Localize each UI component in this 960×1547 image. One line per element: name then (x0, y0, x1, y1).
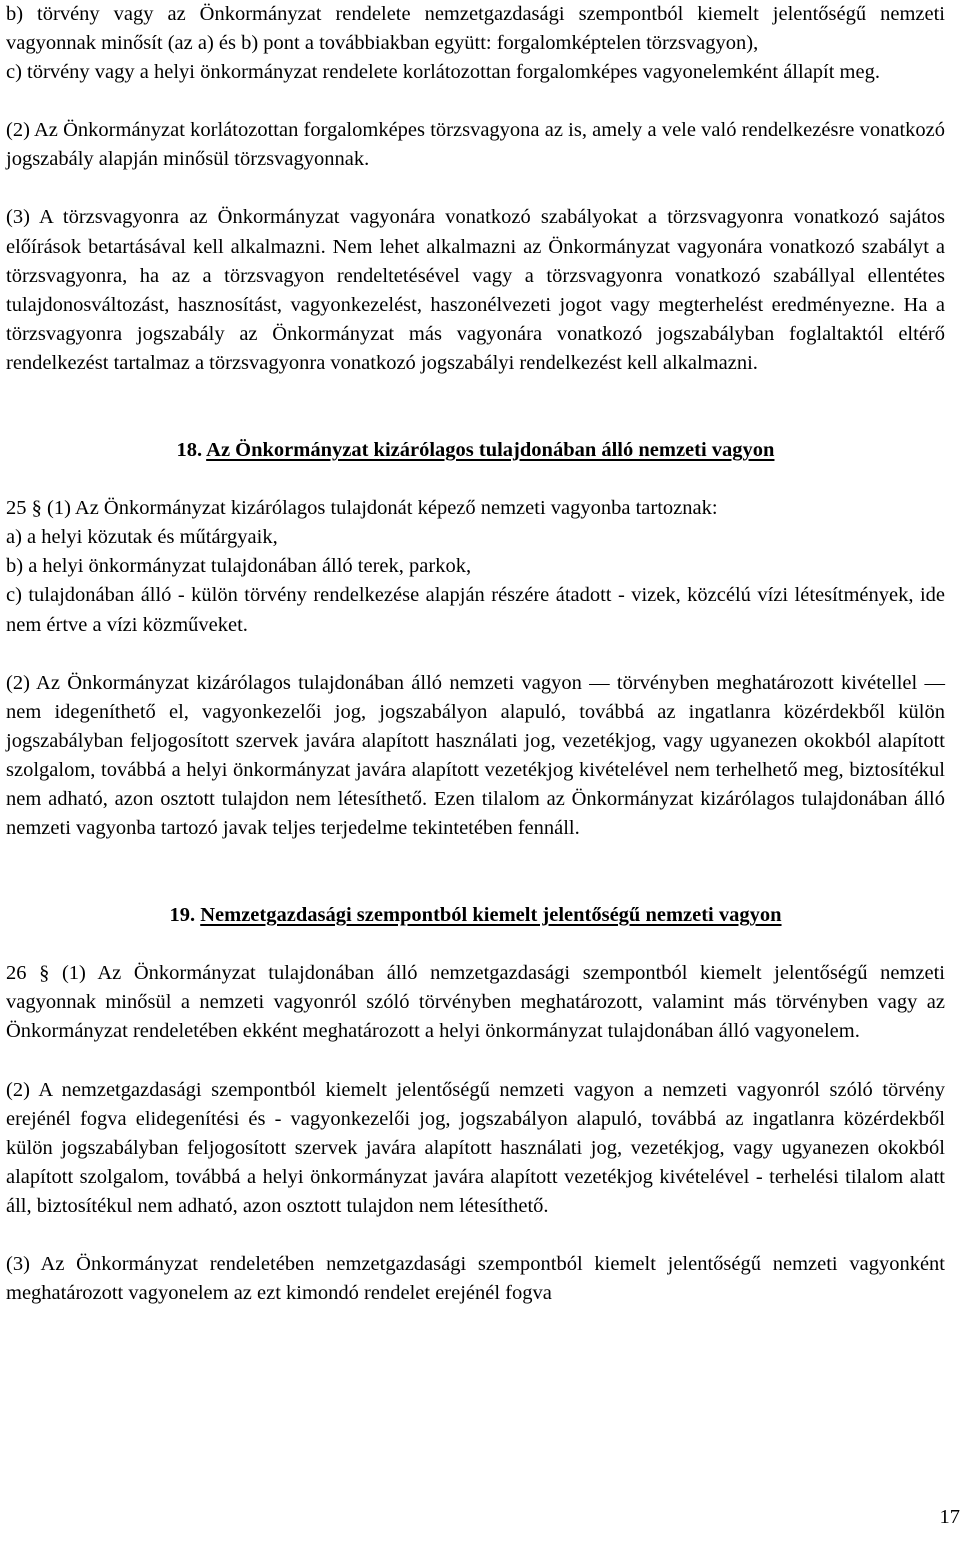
section-18-title: Az Önkormányzat kizárólagos tulajdonában álló nemzeti vagyon (206, 439, 775, 462)
spacer (6, 87, 945, 116)
section-18-paragraph-2: (2) Az Önkormányzat kizárólagos tulajdonában álló nemzeti vagyon — törvényben meghatározott kivétellel — nem idegeníthető el, vagyonkezelői jog, jogszabályon alapuló, továbbá az ingatlanra közérdekből külön jogszabályban feljogosított szervek javára alapított használati jog, vezetékjog, vagy ugyanezen okokból alapított szolgalom, továbbá a helyi önkormányzat javára alapított vezetékjog kivételével nem terhelhető meg, biztosítékul nem adható, azon osztott tulajdon nem létesíthető. Ezen tilalom az Önkormányzat kizárólagos tulajdonában álló nemzeti vagyonba tartozó javak teljes terjedelme tekintetében fennáll. (6, 671, 945, 840)
spacer (6, 378, 945, 407)
item-b-paragraph: b) törvény vagy az Önkormányzat rendelete nemzetgazdasági szempontból kiemelt jelentőségű nemzeti vagyonnak minősít (az a) és b) pont a továbbiakban együtt: forgalomképtelen törzsvagyon), (6, 3, 945, 55)
section-18-line-2: a) a helyi közutak és műtárgyaik, (6, 526, 278, 549)
spacer (6, 465, 945, 494)
item-c-paragraph: c) törvény vagy a helyi önkormányzat rendelete korlátozottan forgalomképes vagyonelemként állapít meg. (6, 61, 880, 84)
spacer (6, 843, 945, 872)
section-19-paragraph-1: 26 § (1) Az Önkormányzat tulajdonában álló nemzetgazdasági szempontból kiemelt jelentőségű nemzeti vagyonnak minősül a nemzeti vagyonról szóló törvényben meghatározott, valamint más törvényben vagy az Önkormányzat rendeletében ekként meghatározott a helyi önkormányzat tulajdonában álló vagyonelem. (6, 962, 945, 1043)
spacer (6, 1221, 945, 1250)
spacer (6, 930, 945, 959)
section-18-heading (6, 436, 945, 465)
spacer (6, 640, 945, 669)
section-18-item-c: c) tulajdonában álló - külön törvény rendelkezése alapján részére átadott - vizek, közcélú vízi létesítmények, ide nem értve a vízi közműveket. (6, 584, 945, 636)
section-18-list (6, 494, 945, 581)
section-19-paragraph-2: (2) A nemzetgazdasági szempontból kiemelt jelentőségű nemzeti vagyon a nemzeti vagyonról szóló törvény erejénél fogva elidegenítési és - vagyonkezelői jog, jogszabályon alapuló, továbbá az ingatlanra közérdekből külön jogszabályban feljogosított szervek javára alapított használati jog, vezetékjog, vagy ugyanezen okokból alapított szolgalom, továbbá a helyi önkormányzat javára alapított vezetékjog kivételével - terhelési tilalom alatt áll, biztosítékul nem adható, azon osztott tulajdon nem létesíthető. (6, 1078, 945, 1217)
spacer (6, 1047, 945, 1076)
spacer (6, 872, 945, 901)
section-19-number: 19. (169, 904, 196, 927)
section-18-line-1: 25 § (1) Az Önkormányzat kizárólagos tulajdonát képező nemzeti vagyonba tartoznak: (6, 497, 718, 520)
paragraph-2: (2) Az Önkormányzat korlátozottan forgalomképes törzsvagyona az is, amely a vele való rendelkezésre vonatkozó jogszabály alapján minősül törzsvagyonnak. (6, 119, 945, 171)
section-18-line-3: b) a helyi önkormányzat tulajdonában álló terek, parkok, (6, 555, 472, 578)
page-number: 17 (939, 1506, 960, 1528)
section-19-heading (6, 901, 945, 930)
section-19-paragraph-3: (3) Az Önkormányzat rendeletében nemzetgazdasági szempontból kiemelt jelentőségű nemzeti vagyonként meghatározott vagyonelem az ezt kimondó rendelet erejénél fogva (6, 1253, 945, 1305)
document-page (6, 0, 945, 1308)
spacer (6, 174, 945, 203)
paragraph-3: (3) A törzsvagyonra az Önkormányzat vagyonára vonatkozó szabályokat a törzsvagyonra vonatkozó sajátos előírások betartásával kell alkalmazni. Nem lehet alkalmazni az Önkormányzat vagyonára vonatkozó szabályt a törzsvagyonra, ha az a törzsvagyon rendeltetésével vagy a törzsvagyonra vonatkozó szabállyal ellentétes tulajdonosváltozást, hasznosítást, vagyonkezelést, haszonélvezeti jogot vagy megterhelést eredményezne. Ha a törzsvagyonra jogszabály az Önkormányzat más vagyonára vonatkozó jogszabályban foglaltaktól eltérő rendelkezést tartalmaz a törzsvagyonra vonatkozó jogszabályi rendelkezést kell alkalmazni. (6, 206, 945, 374)
section-18-number: 18. (176, 439, 203, 462)
section-19-title: Nemzetgazdasági szempontból kiemelt jelentőségű nemzeti vagyon (200, 904, 782, 927)
spacer (6, 407, 945, 436)
